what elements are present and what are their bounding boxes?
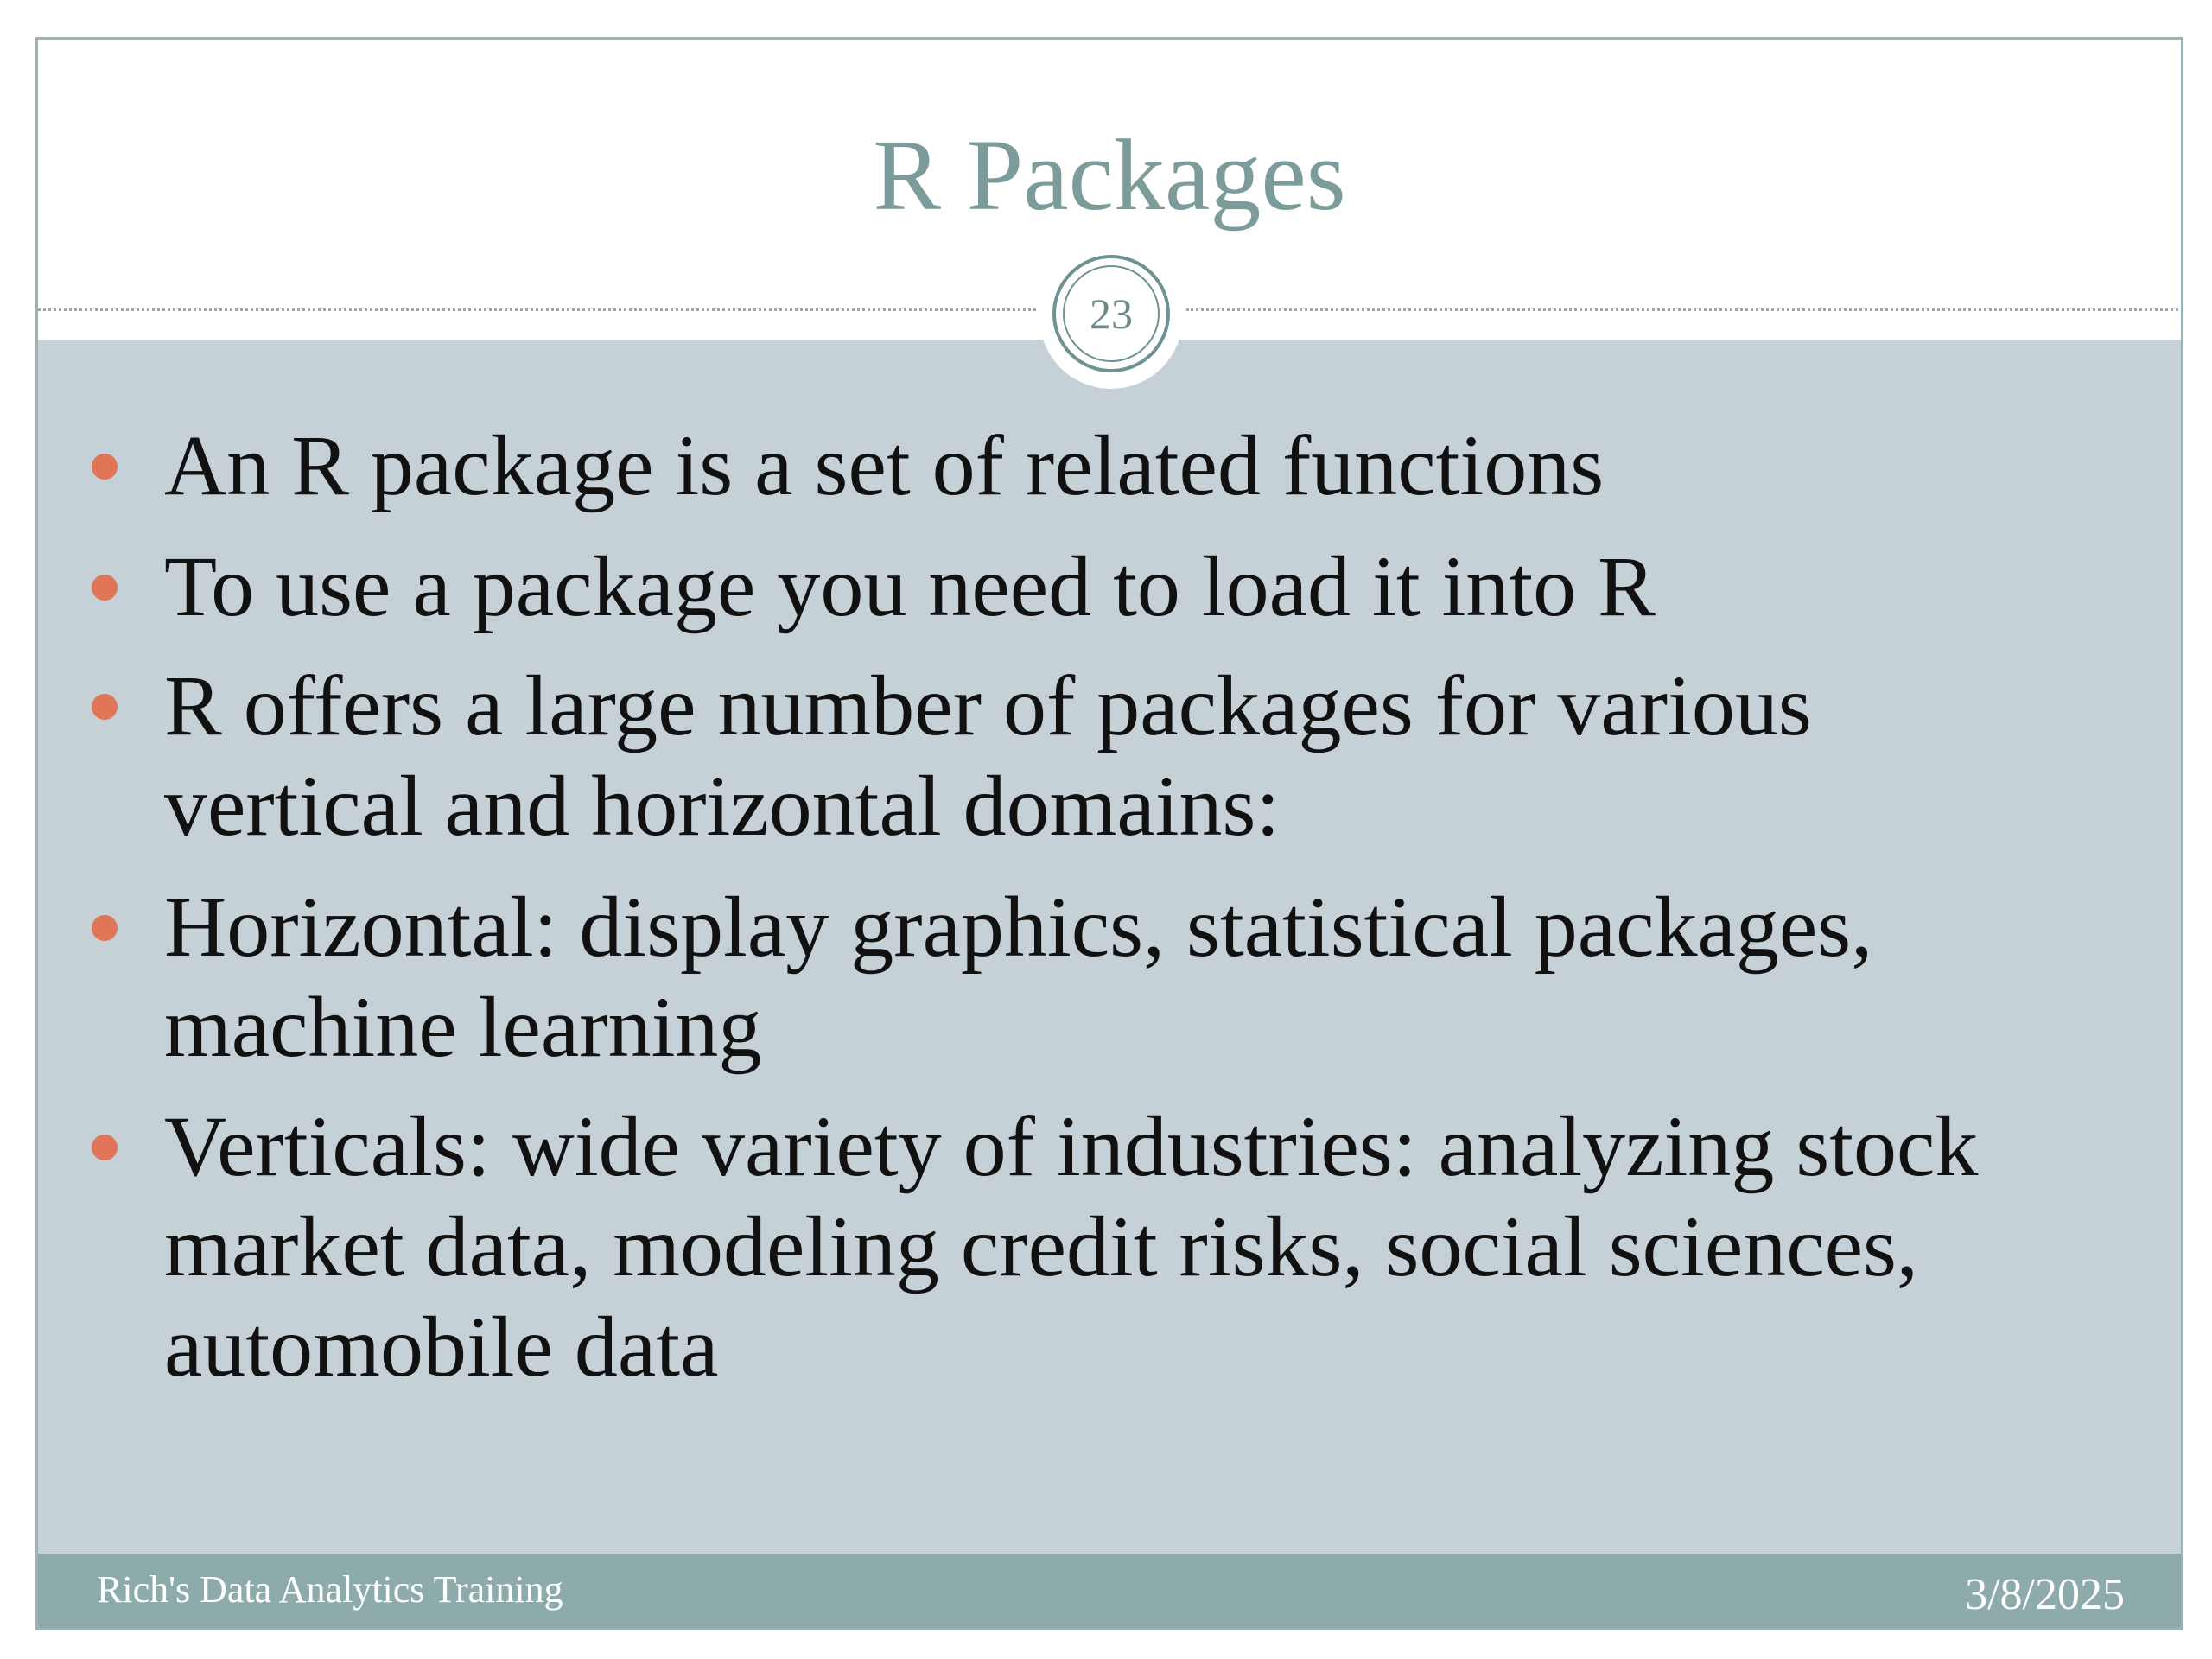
bullet-text: To use a package you need to load it into R: [164, 538, 1656, 634]
slide-number: 23: [1063, 265, 1160, 362]
bullet-dot-icon: [92, 915, 118, 941]
bullet-item: [164, 1096, 2152, 1397]
bullet-text: R offers a large number of packages for various vertical and horizontal domains:: [164, 658, 1812, 854]
bullet-item: [164, 656, 2065, 856]
slide-title: R Packages: [873, 118, 1346, 232]
title-divider-right: [1186, 308, 2183, 311]
bullet-item: [164, 877, 2065, 1077]
bullet-dot-icon: [92, 454, 118, 480]
bullet-text: An R package is a set of related functions: [164, 417, 1605, 513]
bullet-item: [164, 416, 2134, 516]
slide: [35, 37, 2183, 1630]
footer-date: 3/8/2025: [1965, 1570, 2125, 1619]
slide-number-badge: [1052, 255, 1170, 372]
bullet-item: [164, 537, 2134, 637]
bullet-text: Verticals: wide variety of industries: analyzing stock market data, modeling credit risks, social sciences, automobile data: [164, 1098, 1979, 1395]
bullet-dot-icon: [92, 575, 118, 601]
bullet-text: Horizontal: display graphics, statistical packages, machine learning: [164, 879, 1873, 1075]
slide-footer: [38, 1554, 2181, 1628]
title-divider-left: [38, 308, 1036, 311]
footer-organization: Rich's Data Analytics Training: [97, 1568, 563, 1611]
bullet-dot-icon: [92, 694, 118, 720]
bullet-dot-icon: [92, 1135, 118, 1160]
